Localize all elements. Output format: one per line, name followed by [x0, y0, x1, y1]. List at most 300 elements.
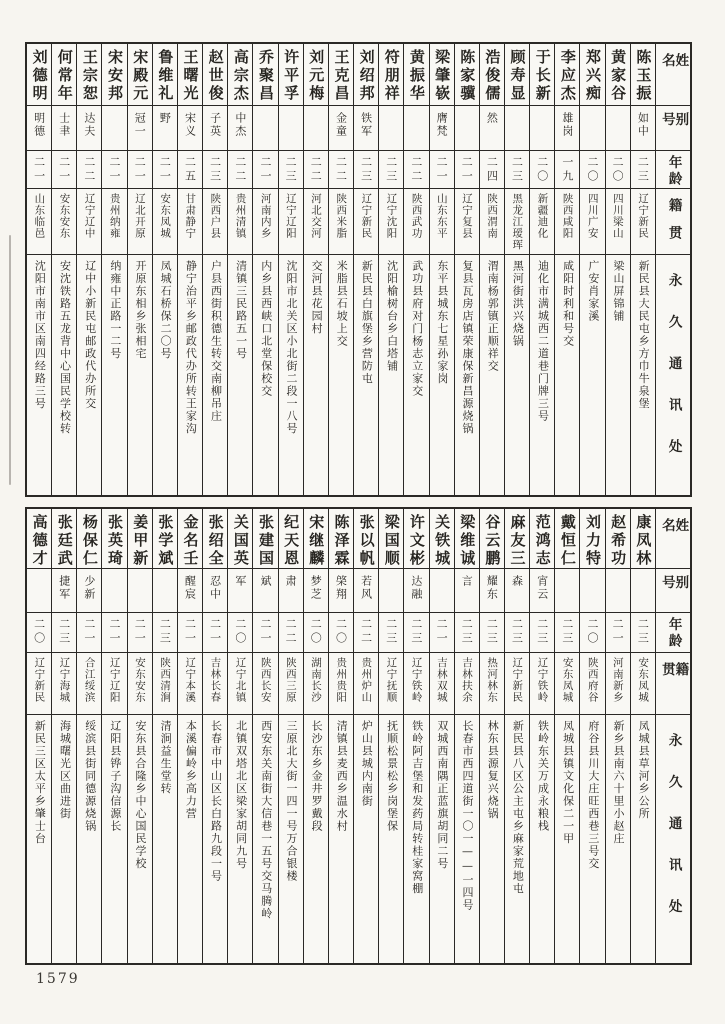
name-text: 谷云鹏 [483, 514, 502, 568]
name-text: 张学斌 [156, 514, 175, 568]
header-name-text: 姓名 [658, 53, 689, 80]
age-cell [530, 151, 554, 189]
name-text: 刘德明 [30, 49, 49, 103]
address-cell [128, 255, 152, 495]
age-cell [253, 151, 277, 189]
age-text: 二〇 [233, 618, 247, 646]
alias-text: 言 [460, 575, 474, 588]
age-cell [606, 151, 630, 189]
origin-cell [128, 653, 152, 715]
address-cell [178, 715, 202, 963]
address-text: 黑河街洪兴烧锅 [511, 260, 525, 348]
origin-text: 陕西户县 [209, 193, 222, 239]
name-text: 宋继麟 [307, 514, 326, 568]
origin-cell [52, 189, 76, 255]
alias-text: 达融 [409, 575, 423, 601]
name-cell [52, 509, 76, 569]
name-cell [480, 509, 504, 569]
person-column [631, 44, 656, 495]
person-column [178, 509, 203, 963]
address-text: 林东县源复兴烧锅 [486, 720, 500, 820]
alias-text: 捷军 [57, 575, 71, 601]
origin-text: 辽宁复县 [460, 193, 473, 239]
alias-text: 肃 [284, 575, 298, 588]
origin-text: 辽宁铁岭 [536, 657, 549, 703]
origin-cell [279, 189, 303, 255]
name-text: 宋殿元 [131, 49, 150, 103]
alias-text: 棨翔 [334, 575, 348, 601]
alias-cell [102, 106, 126, 151]
alias-cell [354, 569, 378, 613]
age-text: 二三 [636, 618, 650, 646]
name-text: 梁国顺 [382, 514, 401, 568]
alias-cell [430, 569, 454, 613]
origin-text: 陕西咸阳 [561, 193, 574, 239]
origin-cell [480, 189, 504, 255]
alias-cell [102, 569, 126, 613]
name-cell [606, 509, 630, 569]
address-text: 梁山屏锦铺 [611, 260, 625, 323]
origin-cell [404, 189, 428, 255]
person-column [530, 509, 555, 963]
age-cell [455, 151, 479, 189]
address-text: 长春市中山区长白路九段一号 [209, 720, 223, 883]
origin-cell [102, 189, 126, 255]
name-cell [52, 44, 76, 106]
age-cell [253, 613, 277, 653]
person-column [52, 509, 77, 963]
name-text: 高宗杰 [231, 49, 250, 103]
age-text: 二三 [359, 156, 373, 184]
address-cell [128, 715, 152, 963]
address-cell [228, 255, 252, 495]
age-text: 二一 [133, 618, 147, 646]
age-cell [77, 613, 101, 653]
address-text: 沈阳榆树台乡白塔铺 [385, 260, 399, 373]
name-cell [530, 44, 554, 106]
origin-cell [555, 189, 579, 255]
origin-cell [631, 653, 655, 715]
origin-cell [404, 653, 428, 715]
origin-text: 山东东平 [435, 193, 448, 239]
person-column [505, 509, 530, 963]
origin-cell [178, 653, 202, 715]
age-text: 二一 [32, 156, 46, 184]
age-text: 二〇 [334, 618, 348, 646]
alias-text: 宋义 [183, 112, 197, 138]
name-text: 刘元梅 [307, 49, 326, 103]
age-cell [631, 613, 655, 653]
name-text: 许文彬 [407, 514, 426, 568]
origin-text: 辽宁抚顺 [385, 657, 398, 703]
origin-text: 陕西米脂 [335, 193, 348, 239]
person-column [606, 44, 631, 495]
name-cell [253, 44, 277, 106]
person-column [379, 44, 404, 495]
alias-cell [631, 569, 655, 613]
age-text: 二三 [485, 618, 499, 646]
name-cell [555, 44, 579, 106]
origin-cell [505, 653, 529, 715]
name-text: 符朋祥 [382, 49, 401, 103]
age-text: 二三 [384, 156, 398, 184]
name-cell [455, 509, 479, 569]
alias-cell [606, 106, 630, 151]
origin-text: 陕西府谷 [586, 657, 599, 703]
name-text: 张以帆 [357, 514, 376, 568]
name-cell [430, 44, 454, 106]
age-cell [27, 613, 51, 653]
alias-cell [178, 569, 202, 613]
name-cell [27, 509, 51, 569]
alias-cell [77, 569, 101, 613]
address-text: 安沈铁路五龙背中心国民学校转 [58, 260, 72, 435]
origin-text: 湖南长沙 [310, 657, 323, 703]
origin-cell [631, 189, 655, 255]
person-column [354, 509, 379, 963]
origin-cell [304, 653, 328, 715]
age-text: 二三 [510, 618, 524, 646]
origin-text: 陕西渭南 [486, 193, 499, 239]
origin-cell [580, 189, 604, 255]
address-cell [253, 715, 277, 963]
header-alias-label [656, 106, 690, 151]
address-cell [580, 255, 604, 495]
alias-cell [555, 569, 579, 613]
header-origin-label [656, 189, 690, 255]
person-column [530, 44, 555, 495]
address-cell [631, 715, 655, 963]
name-cell [228, 509, 252, 569]
alias-cell [404, 106, 428, 151]
person-column [304, 44, 329, 495]
name-cell [279, 509, 303, 569]
alias-cell [27, 106, 51, 151]
name-cell [404, 509, 428, 569]
person-column [480, 509, 505, 963]
name-text: 鲁维礼 [156, 49, 175, 103]
origin-cell [52, 653, 76, 715]
alias-text: 耀东 [485, 575, 499, 601]
address-text: 清镇三民路五一号 [234, 260, 248, 360]
origin-cell [228, 653, 252, 715]
header-name-text: 姓名 [658, 518, 689, 545]
age-cell [430, 151, 454, 189]
origin-cell [153, 653, 177, 715]
address-cell [304, 255, 328, 495]
name-cell [304, 509, 328, 569]
alias-text: 子英 [208, 112, 222, 138]
person-column [253, 44, 278, 495]
person-column [77, 509, 102, 963]
address-text: 新乡县南六十里小赵庄 [611, 720, 625, 845]
person-column [455, 509, 480, 963]
address-cell [77, 715, 101, 963]
address-text: 沈阳市北关区小北街二段一八号 [284, 260, 298, 435]
origin-text: 合江绥滨 [83, 657, 96, 703]
person-column [555, 44, 580, 495]
person-column [228, 44, 253, 495]
address-text: 绥滨县街同德源烧锅 [83, 720, 97, 833]
name-cell [455, 44, 479, 106]
header-name-label [656, 44, 690, 106]
origin-text: 贵州炉山 [360, 657, 373, 703]
name-cell [580, 44, 604, 106]
name-cell [379, 509, 403, 569]
alias-cell [304, 106, 328, 151]
alias-cell [631, 106, 655, 151]
address-text: 内乡县西峡口北堂保校交 [259, 260, 273, 398]
address-text: 纳雍中正路一二号 [108, 260, 122, 360]
origin-text: 陕西武功 [410, 193, 423, 239]
age-text: 二一 [183, 618, 197, 646]
alias-cell [530, 106, 554, 151]
name-text: 关国英 [231, 514, 250, 568]
person-column [404, 44, 429, 495]
origin-text: 山东临邑 [33, 193, 46, 239]
alias-text: 雄岗 [560, 112, 574, 138]
age-cell [354, 151, 378, 189]
person-column [27, 509, 52, 963]
age-cell [329, 151, 353, 189]
alias-text: 士聿 [57, 112, 71, 138]
person-column [455, 44, 480, 495]
origin-cell [27, 653, 51, 715]
name-text: 戴恒仁 [558, 514, 577, 568]
name-text: 陈玉振 [634, 49, 653, 103]
alias-cell [606, 569, 630, 613]
address-text: 凤城石桥保二〇号 [159, 260, 173, 360]
name-cell [102, 509, 126, 569]
origin-text: 新疆迪化 [536, 193, 549, 239]
age-text: 二一 [57, 156, 71, 184]
age-text: 二二 [82, 156, 96, 184]
address-cell [379, 255, 403, 495]
address-cell [480, 255, 504, 495]
age-text: 二二 [359, 618, 373, 646]
address-cell [27, 715, 51, 963]
age-text: 二三 [158, 618, 172, 646]
alias-text: 忍中 [208, 575, 222, 601]
alias-cell [203, 106, 227, 151]
alias-cell [505, 569, 529, 613]
origin-cell [329, 653, 353, 715]
header-age-label [656, 151, 690, 189]
person-column [555, 509, 580, 963]
address-text: 广安肖家溪 [586, 260, 600, 323]
alias-cell [329, 106, 353, 151]
origin-cell [580, 653, 604, 715]
origin-cell [555, 653, 579, 715]
age-cell [304, 613, 328, 653]
address-text: 渭南杨郭镇正顺祥交 [486, 260, 500, 373]
address-cell [455, 715, 479, 963]
address-text: 新民县大民屯乡方巾牛泉堡 [637, 260, 651, 410]
alias-text: 然 [485, 112, 499, 125]
origin-text: 贵州贵阳 [335, 657, 348, 703]
age-cell [102, 151, 126, 189]
name-text: 何常年 [55, 49, 74, 103]
name-cell [203, 44, 227, 106]
name-text: 赵世俊 [206, 49, 225, 103]
header-name-label [656, 509, 690, 569]
alias-cell [153, 106, 177, 151]
alias-cell [279, 569, 303, 613]
origin-text: 辽宁铁岭 [410, 657, 423, 703]
name-text: 郑兴痴 [584, 49, 603, 103]
name-cell [153, 44, 177, 106]
age-cell [178, 151, 202, 189]
name-cell [555, 509, 579, 569]
age-text: 二二 [233, 156, 247, 184]
address-cell [153, 715, 177, 963]
name-cell [153, 509, 177, 569]
age-cell [404, 151, 428, 189]
address-cell [404, 255, 428, 495]
person-column [102, 44, 127, 495]
age-cell [102, 613, 126, 653]
name-text: 范鸿志 [533, 514, 552, 568]
address-cell [253, 255, 277, 495]
header-age-label [656, 613, 690, 653]
age-cell [530, 613, 554, 653]
name-text: 梁维诚 [458, 514, 477, 568]
name-text: 宋安邦 [106, 49, 125, 103]
address-text: 抚顺松景松乡岗堡保 [385, 720, 399, 833]
alias-text: 中杰 [233, 112, 247, 138]
address-cell [530, 255, 554, 495]
age-text: 二三 [636, 156, 650, 184]
address-cell [52, 255, 76, 495]
header-address-text: 永久通讯处 [665, 273, 682, 481]
person-column [153, 509, 178, 963]
origin-text: 安东安东 [133, 657, 146, 703]
origin-text: 热河林东 [486, 657, 499, 703]
address-text: 长沙东乡金井罗戴段 [310, 720, 324, 833]
address-text: 凤城县镇文化保二一甲 [561, 720, 575, 845]
age-text: 二五 [183, 156, 197, 184]
origin-cell [102, 653, 126, 715]
origin-cell [203, 189, 227, 255]
address-text: 双城西南隅正蓝旗胡同二号 [435, 720, 449, 870]
age-text: 二二 [309, 156, 323, 184]
address-cell [555, 715, 579, 963]
page-number: 1579 [36, 971, 80, 987]
alias-text: 金童 [334, 112, 348, 138]
address-cell [304, 715, 328, 963]
person-column [279, 44, 304, 495]
name-cell [77, 44, 101, 106]
address-text: 武功县府对门杨志立家交 [410, 260, 424, 398]
name-text: 王宗恕 [80, 49, 99, 103]
origin-text: 河南内乡 [259, 193, 272, 239]
address-text: 新民三区太平乡肇士台 [33, 720, 47, 845]
alias-text: 如中 [636, 112, 650, 138]
name-cell [304, 44, 328, 106]
person-column [128, 44, 153, 495]
person-column [304, 509, 329, 963]
header-alias-text: 别号 [658, 575, 689, 595]
name-text: 杨保仁 [80, 514, 99, 568]
name-text: 麻友三 [508, 514, 527, 568]
address-text: 静宁治平乡邮政代办所转王家沟 [184, 260, 198, 435]
origin-cell [379, 653, 403, 715]
age-cell [379, 151, 403, 189]
person-column [379, 509, 404, 963]
name-text: 李应杰 [558, 49, 577, 103]
person-column [203, 509, 228, 963]
origin-cell [77, 653, 101, 715]
person-column [52, 44, 77, 495]
address-text: 辽阳县铧子沟信源长 [108, 720, 122, 833]
address-cell [354, 255, 378, 495]
person-column [102, 509, 127, 963]
origin-cell [379, 189, 403, 255]
address-text: 三原北大街一四一号万合银楼 [284, 720, 298, 883]
alias-cell [27, 569, 51, 613]
name-text: 张英琦 [106, 514, 125, 568]
person-column [404, 509, 429, 963]
header-origin-text: 籍贯 [665, 198, 682, 253]
alias-cell [555, 106, 579, 151]
name-cell [128, 44, 152, 106]
address-text: 安东县合隆乡中心国民学校 [134, 720, 148, 870]
address-cell [606, 255, 630, 495]
origin-text: 吉林双城 [435, 657, 448, 703]
address-text: 复县瓦房店镇荣康保新昌源烧锅 [461, 260, 475, 435]
header-origin-text: 籍贯 [658, 662, 689, 690]
name-cell [27, 44, 51, 106]
origin-text: 辽宁新民 [637, 193, 650, 239]
origin-text: 安东凤城 [637, 657, 650, 703]
origin-cell [77, 189, 101, 255]
alias-text: 宵云 [535, 575, 549, 601]
person-column [430, 44, 455, 495]
person-column [480, 44, 505, 495]
origin-cell [455, 189, 479, 255]
origin-text: 陕西长安 [259, 657, 272, 703]
address-cell [329, 255, 353, 495]
address-text: 西安东关南街大信巷一五号交马腾岭 [259, 720, 273, 920]
origin-cell [253, 189, 277, 255]
age-cell [329, 613, 353, 653]
name-text: 于长新 [533, 49, 552, 103]
age-cell [505, 151, 529, 189]
alias-cell [128, 569, 152, 613]
origin-cell [430, 653, 454, 715]
age-text: 二二 [409, 156, 423, 184]
alias-text: 森 [510, 575, 524, 588]
person-column [27, 44, 52, 495]
name-cell [329, 44, 353, 106]
name-text: 刘绍邦 [357, 49, 376, 103]
alias-cell [253, 569, 277, 613]
age-cell [631, 151, 655, 189]
origin-cell [279, 653, 303, 715]
alias-text: 野 [158, 112, 172, 125]
field-header-column [656, 44, 690, 495]
name-cell [631, 509, 655, 569]
name-cell [329, 509, 353, 569]
name-cell [430, 509, 454, 569]
alias-cell [530, 569, 554, 613]
address-text: 铁岭阿吉堡和发药局转桂家窝棚 [410, 720, 424, 895]
address-cell [279, 715, 303, 963]
scan-edge-artifact [9, 235, 11, 485]
origin-text: 陕西三原 [284, 657, 297, 703]
origin-cell [228, 189, 252, 255]
name-text: 姜甲新 [131, 514, 150, 568]
